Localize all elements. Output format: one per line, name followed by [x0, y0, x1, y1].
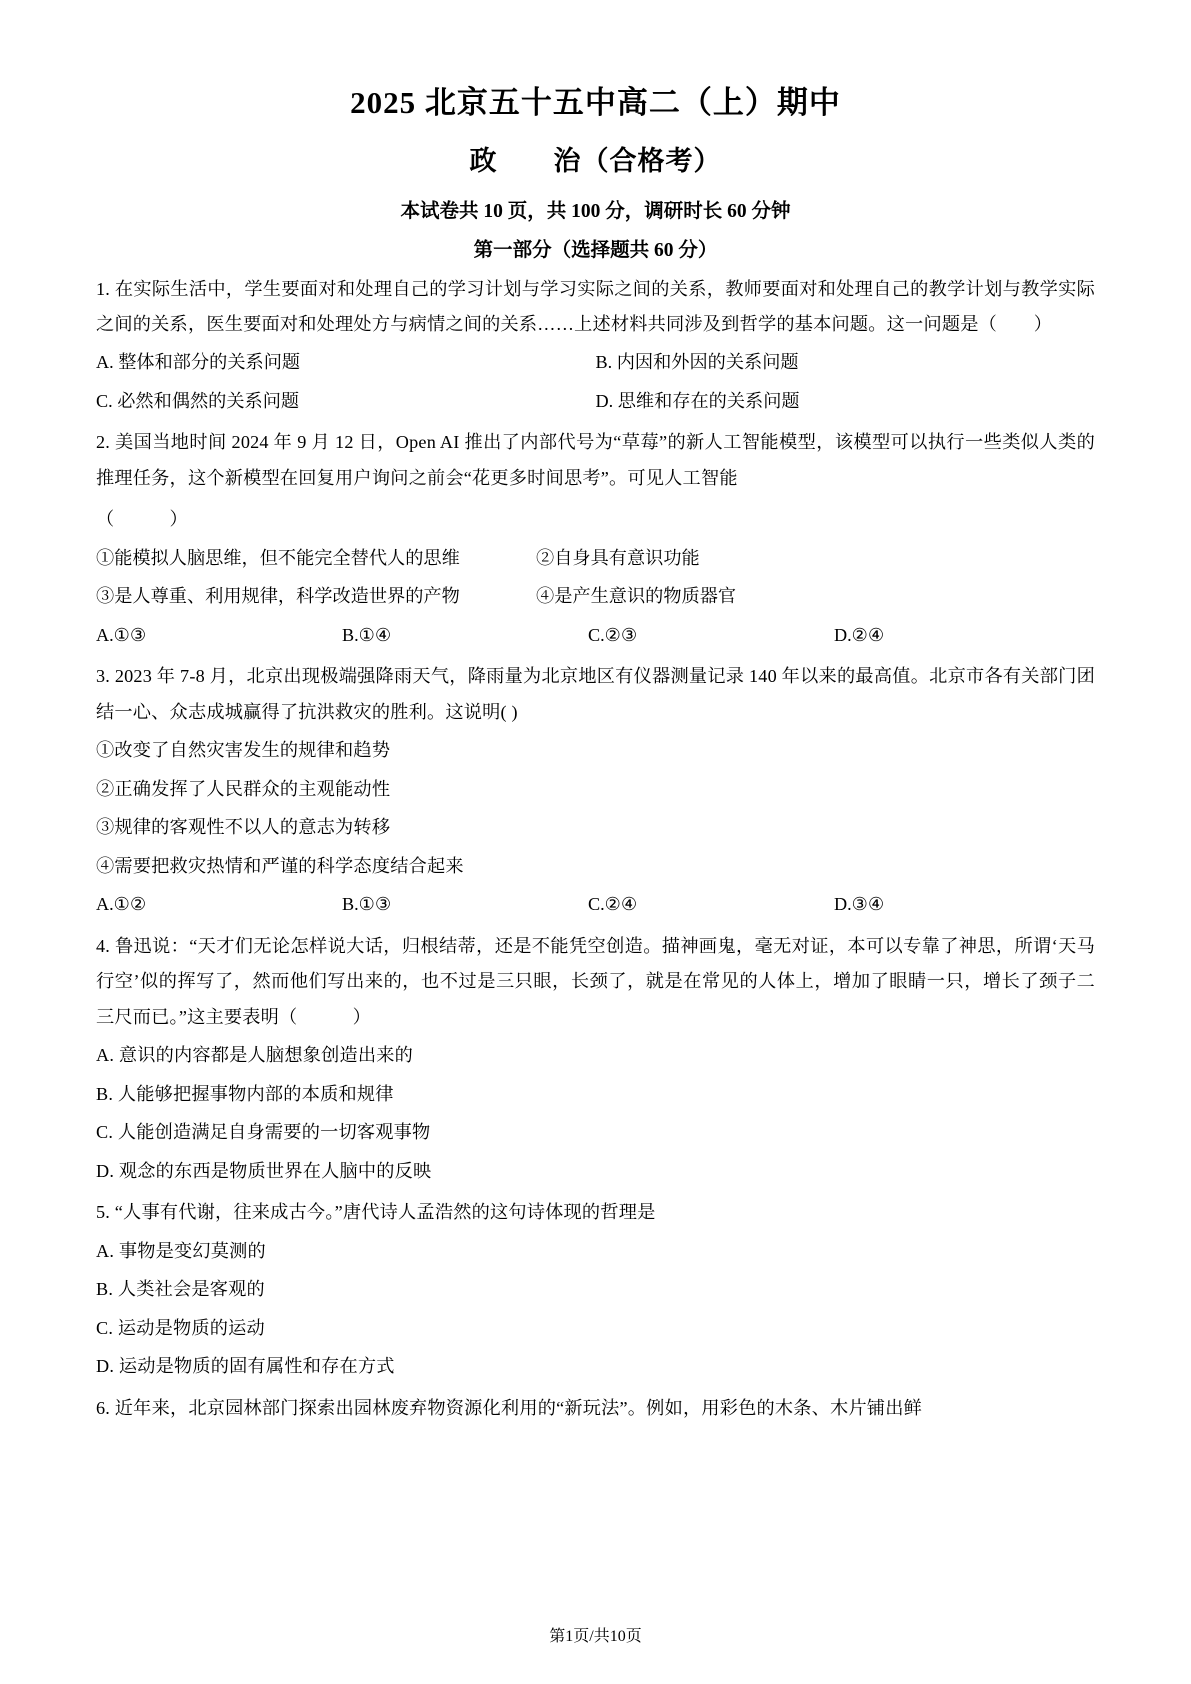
question-2-item-3: ③是人尊重、利用规律，科学改造世界的产物 [96, 586, 460, 607]
question-3-item-3: ③规律的客观性不以人的意志为转移 [96, 817, 391, 838]
question-1-option-c[interactable]: C. 必然和偶然的关系问题 [96, 390, 300, 411]
page-title: 2025 北京五十五中高二（上）期中 [350, 85, 841, 120]
question-3-option-c[interactable]: C.②④ [588, 894, 638, 915]
question-5-option-a[interactable]: A. 事物是变幻莫测的 [96, 1240, 266, 1261]
question-2-items-row-1 [96, 541, 1095, 576]
page-footer: 第1页/共10页 [549, 1628, 642, 1645]
question-4-option-c[interactable]: C. 人能创造满足自身需要的一切客观事物 [96, 1122, 431, 1143]
question-4-option-a[interactable]: A. 意识的内容都是人脑想象创造出来的 [96, 1045, 414, 1066]
question-3-item-1: ①改变了自然灾害发生的规律和趋势 [96, 740, 391, 761]
question-2-item-2: ②自身具有意识功能 [536, 547, 700, 568]
question-1-stem: 1. 在实际生活中，学生要面对和处理自己的学习计划与学习实际之间的关系，教师要面对和处理自己的教学计划与教学实际之间的关系，医生要面对和处理处方与病情之间的关系……上述材料共同涉及到哲学的基本问题。这一问题是（ ） [96, 278, 1095, 334]
question-2-item-1: ①能模拟人脑思维，但不能完全替代人的思维 [96, 547, 460, 568]
question-1-option-d[interactable]: D. 思维和存在的关系问题 [595, 390, 800, 411]
question-1-options-row-1 [96, 345, 1095, 380]
question-5-stem: 5. “人事有代谢，往来成古今。”唐代诗人孟浩然的这句诗体现的哲理是 [96, 1202, 656, 1223]
question-3-item-4: ④需要把救灾热情和严谨的科学态度结合起来 [96, 855, 464, 876]
question-2-option-b[interactable]: B.①④ [342, 624, 392, 645]
question-5-option-b[interactable]: B. 人类社会是客观的 [96, 1279, 265, 1300]
question-1-option-b[interactable]: B. 内因和外因的关系问题 [595, 352, 799, 373]
question-5-option-d[interactable]: D. 运动是物质的固有属性和存在方式 [96, 1356, 395, 1377]
question-1-option-a[interactable]: A. 整体和部分的关系问题 [96, 352, 301, 373]
question-3-option-a[interactable]: A.①② [96, 894, 147, 915]
question-2-options [96, 618, 1095, 653]
question-2-stem-tail: （ ） [96, 509, 188, 530]
question-3-options [96, 887, 1095, 922]
question-3-stem: 3. 2023 年 7-8 月，北京出现极端强降雨天气，降雨量为北京地区有仪器测量记录 140 年以来的最高值。北京市各有关部门团结一心、众志成城赢得了抗洪救灾的胜利。这说明( ) [96, 666, 1095, 722]
question-5-option-c[interactable]: C. 运动是物质的运动 [96, 1317, 265, 1338]
section-heading: 第一部分（选择题共 60 分） [473, 240, 718, 262]
question-2-option-c[interactable]: C.②③ [588, 624, 638, 645]
question-1-options-row-2 [96, 384, 1095, 419]
question-2-item-4: ④是产生意识的物质器官 [536, 586, 737, 607]
question-6-stem: 6. 近年来，北京园林部门探索出园林废弃物资源化利用的“新玩法”。例如，用彩色的木条、木片铺出鲜 [96, 1397, 922, 1418]
question-4-option-d[interactable]: D. 观念的东西是物质世界在人脑中的反映 [96, 1160, 432, 1181]
question-3-item-2: ②正确发挥了人民群众的主观能动性 [96, 778, 391, 799]
question-2-option-d[interactable]: D.②④ [834, 624, 885, 645]
question-2-option-a[interactable]: A.①③ [96, 624, 147, 645]
question-3-option-b[interactable]: B.①③ [342, 894, 392, 915]
page-subject-title: 政 治（合格考） [469, 145, 722, 176]
question-4-option-b[interactable]: B. 人能够把握事物内部的本质和规律 [96, 1083, 394, 1104]
question-4-stem: 4. 鲁迅说：“天才们无论怎样说大话，归根结蒂，还是不能凭空创造。描神画鬼，毫无对证，本可以专靠了神思，所谓‘天马行空’似的挥写了，然而他们写出来的，也不过是三只眼，长颈了，就是在常见的人体上，增加了眼睛一只，增长了颈子二三尺而已。”这主要表明（ ） [96, 935, 1095, 1027]
question-3-option-d[interactable]: D.③④ [834, 894, 885, 915]
question-2-stem: 2. 美国当地时间 2024 年 9 月 12 日，Open AI 推出了内部代号为“草莓”的新人工智能模型，该模型可以执行一些类似人类的推理任务，这个新模型在回复用户询问之前会“花更多时间思考”。可见人工智能 [96, 432, 1095, 488]
question-2-items-row-2 [96, 579, 1095, 614]
exam-info: 本试卷共 10 页，共 100 分，调研时长 60 分钟 [400, 201, 791, 222]
